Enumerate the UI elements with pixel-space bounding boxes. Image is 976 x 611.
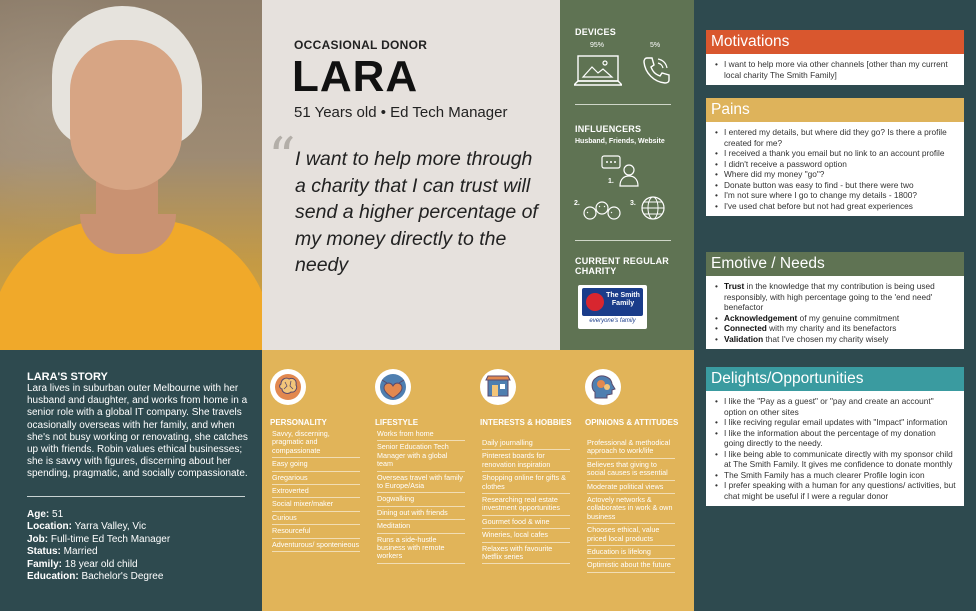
persona-role: OCCASIONAL DONOR — [294, 38, 428, 52]
list-item: Senior Education Tech Manager with a global team — [377, 443, 465, 471]
list-item: • Where did my money "go"? — [713, 169, 957, 180]
persona-header — [262, 0, 560, 350]
motivations-title: Motivations — [706, 30, 964, 54]
motivations-section — [706, 30, 964, 85]
attribute-list — [482, 439, 570, 566]
story-facts — [27, 509, 170, 583]
list-item: Adventurous/ spontenieous — [272, 541, 360, 552]
head-gears-icon — [584, 368, 622, 406]
list-item: • I'm not sure where I go to change my details - 1800? — [713, 190, 957, 201]
list-item: Curious — [272, 514, 360, 525]
list-item: • I entered my details, but where did they go? Is there a profile created for me? — [713, 127, 957, 148]
devices-panel — [560, 0, 694, 350]
list-item: • I received a thank you email but no link to an account profile — [713, 148, 957, 159]
husband-chat-icon — [600, 154, 642, 188]
list-item: Moderate political views — [587, 483, 675, 494]
attribute-list — [272, 430, 360, 554]
influencer-number-1: 1. — [608, 178, 614, 185]
list-item: Easy going — [272, 460, 360, 471]
attribute-list — [587, 439, 675, 575]
list-item: Pinterest boards for renovation inspiration — [482, 452, 570, 472]
devices-title: DEVICES — [575, 27, 616, 37]
list-item: • I like the information about the percentage of my donation going directly to the needy. — [713, 428, 957, 449]
attribute-title: LIFESTYLE — [375, 418, 419, 427]
quote-mark-icon: “ — [268, 126, 296, 189]
list-item: Resourceful — [272, 527, 360, 538]
phone-percent: 5% — [650, 42, 661, 49]
list-item: Daily journalling — [482, 439, 570, 450]
charity-tagline: everyone's family — [589, 318, 636, 324]
story-divider — [27, 496, 245, 497]
list-item: Runs a side-hustle business with remote workers — [377, 536, 465, 564]
influencer-number-2: 2. — [574, 200, 580, 207]
fact-job: Job: Full-time Ed Tech Manager — [27, 533, 171, 545]
list-item: Meditation — [377, 522, 465, 533]
delights-list — [713, 396, 957, 501]
list-item: Overseas travel with family to Europe/Asia — [377, 474, 465, 494]
list-item: Believes that giving to social causes is essential — [587, 461, 675, 481]
list-item: Professional & methodical approach to work/life — [587, 439, 675, 459]
list-item: Wineries, local cafes — [482, 531, 570, 542]
story-panel — [0, 350, 262, 611]
friends-icon — [582, 196, 622, 226]
fact-status: Status: Married — [27, 546, 98, 558]
motivations-list — [713, 59, 957, 80]
brain-icon — [269, 368, 307, 406]
persona-photo — [0, 0, 262, 350]
list-item: • I like the "Pay as a guest" or "pay and create an account" option on other sites — [713, 396, 957, 417]
emotive-needs-section — [706, 252, 964, 349]
list-item: Actovely networks & collaborates in work & own business — [587, 496, 675, 524]
list-item: Savvy, discerning, pragmatic and compassionate — [272, 430, 360, 458]
fact-education: Education: Bachelor's Degree — [27, 571, 164, 583]
list-item: Relaxes with favourite Netflix series — [482, 545, 570, 565]
list-item: • Validation that I've chosen my charity wisely — [713, 334, 957, 345]
influencers-list: Husband, Friends, Website — [575, 138, 665, 145]
attribute-title: INTERESTS & HOBBIES — [480, 418, 572, 427]
emotive-needs-title: Emotive / Needs — [706, 252, 964, 276]
list-item: • Donate button was easy to find - but there were two — [713, 180, 957, 191]
phone-icon — [640, 54, 672, 86]
list-item: Researching real estate investment opportunities — [482, 496, 570, 516]
list-item: • Connected with my charity and its benefactors — [713, 323, 957, 334]
list-item: • Acknowledgement of my genuine commitment — [713, 313, 957, 324]
influencer-number-3: 3. — [630, 200, 636, 207]
persona-quote: I want to help more through a charity that I can trust will send a higher percentage of my money directly to the needy — [295, 148, 538, 276]
delights-section — [706, 367, 964, 506]
laptop-percent: 95% — [590, 42, 605, 49]
attribute-title: OPINIONS & ATTITUDES — [585, 418, 679, 427]
list-item: Shopping online for gifts & clothes — [482, 474, 570, 494]
list-item: Optimistic about the future — [587, 561, 675, 572]
persona-name: LARA — [292, 52, 419, 101]
charity-name: The Smith Family — [606, 292, 640, 307]
laptop-icon — [574, 54, 622, 88]
list-item: • I didn't receive a password option — [713, 159, 957, 170]
story-title: LARA'S STORY — [27, 371, 108, 383]
fact-location: Location: Yarra Valley, Vic — [27, 521, 147, 533]
list-item: Dining out with friends — [377, 509, 465, 520]
insights-panel — [694, 0, 976, 611]
list-item: Gourmet food & wine — [482, 518, 570, 529]
list-item: • I like being able to communicate directly with my sponsor child at The Smith Family. It gives me confidence to donate monthly — [713, 449, 957, 470]
list-item: Dogwalking — [377, 495, 465, 506]
list-item: Social mixer/maker — [272, 500, 360, 511]
pains-title: Pains — [706, 98, 964, 122]
list-item: Works from home — [377, 430, 465, 441]
fact-age: Age: 51 — [27, 509, 64, 520]
charity-logo — [578, 285, 647, 329]
pains-list — [713, 127, 957, 211]
pains-section — [706, 98, 964, 216]
globe-heart-icon — [374, 368, 412, 406]
list-item: • I prefer speaking with a human for any questions/ activities, but chat might be useful if I were a regular donor — [713, 480, 957, 501]
list-item: • Trust in the knowledge that my contribution is being used responsibly, with high percentage going to the 'end need' benefactor — [713, 281, 957, 313]
list-item: • I want to help more via other channels [other than my current local charity The Smith Family] — [713, 59, 957, 80]
attributes-panel — [262, 350, 694, 611]
attribute-list — [377, 430, 465, 566]
delights-title: Delights/Opportunities — [706, 367, 964, 391]
persona-age-line: 51 Years old • Ed Tech Manager — [294, 104, 508, 121]
list-item: Chooses ethical, value priced local products — [587, 526, 675, 546]
influencers-title: INFLUENCERS — [575, 124, 642, 134]
list-item: • The Smith Family has a much clearer Profile login icon — [713, 470, 957, 481]
list-item: • I've used chat before but not had great experiences — [713, 201, 957, 212]
website-globe-icon — [640, 195, 666, 221]
list-item: • I like reciving regular email updates with "Impact" information — [713, 417, 957, 428]
story-body: Lara lives in suburban outer Melbourne with her husband and daughter, and works from home in a senior role with a global IT company. She travels ocasionally overseas with her family, and when she's not busy working or renovating, she catches up with friends. Robin values ethical businesses; she is savvy with figures, discerning about her spending, pragmatic, and socially compassionate. — [27, 383, 248, 480]
fact-family: Family: 18 year old child — [27, 558, 138, 570]
list-item: Extroverted — [272, 487, 360, 498]
shop-icon — [479, 368, 517, 406]
attribute-title: PERSONALITY — [270, 418, 327, 427]
list-item: Education is lifelong — [587, 548, 675, 559]
list-item: Gregarious — [272, 474, 360, 485]
charity-title: CURRENT REGULAR CHARITY — [575, 256, 669, 276]
emotive-needs-list — [713, 281, 957, 344]
